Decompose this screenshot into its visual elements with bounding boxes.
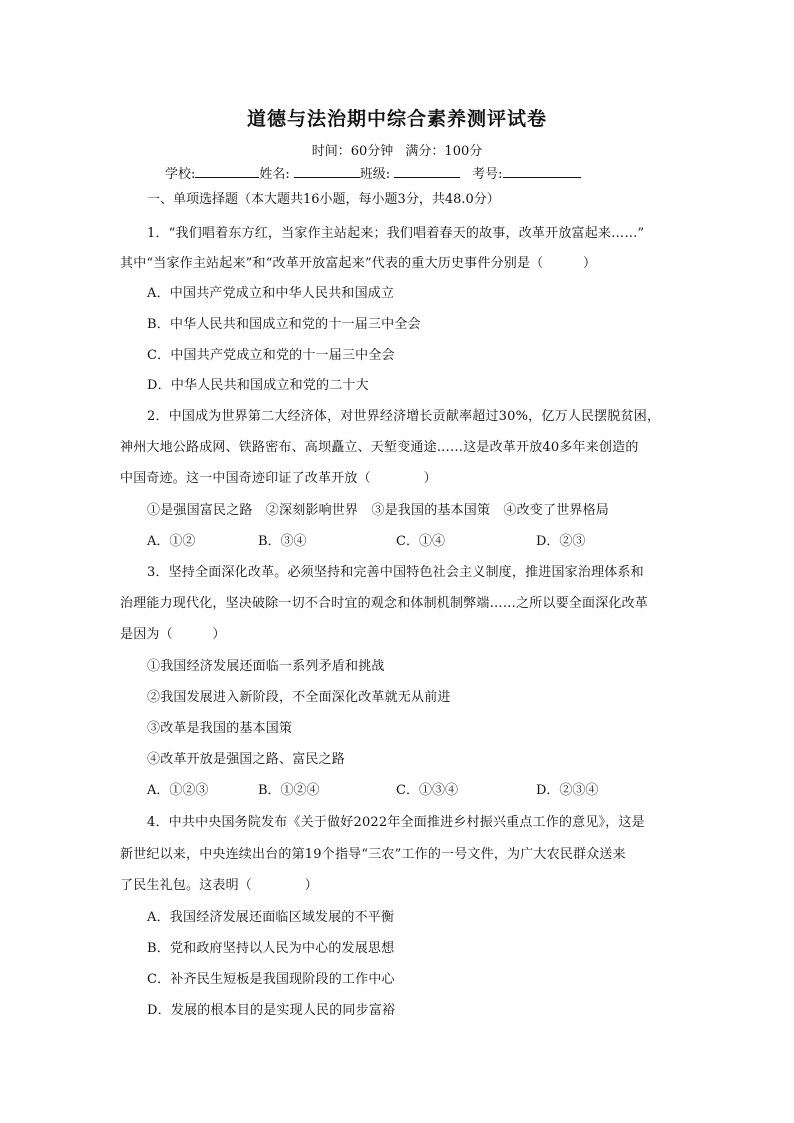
q3-statement-2: ②我国发展进入新阶段，不全面深化改革就无从前进 <box>147 690 451 705</box>
exam-score: 满分：100分 <box>405 144 483 159</box>
q4-option-b: B．党和政府坚持以人民为中心的发展思想 <box>147 941 395 956</box>
q3-statement-4: ④改革开放是强国之路、富民之路 <box>147 752 346 767</box>
q2-option-a: A．①② <box>147 534 196 549</box>
q3-line-1: 3．坚持全面深化改革。必须坚持和完善中国特色社会主义制度，推进国家治理体系和 <box>147 565 644 580</box>
q3-option-d: D．②③④ <box>536 783 599 798</box>
q2-line-3: 中国奇迹。这一中国奇迹印证了改革开放（ ） <box>120 471 437 486</box>
q2-option-c: C．①④ <box>396 534 445 549</box>
exam-no-label: 考号: <box>472 167 503 182</box>
q1-line-2: 其中“当家作主站起来”和“改革开放富起来”代表的重大历史事件分别是（ ） <box>120 256 597 271</box>
q4-line-1: 4．中共中央国务院发布《关于做好2022年全面推进乡村振兴重点工作的意见》，这是 <box>147 815 645 830</box>
q1-option-b: B．中华人民共和国成立和党的十一届三中全会 <box>147 317 421 332</box>
section-heading: 一、单项选择题（本大题共16小题，每小题3分，共48.0分） <box>147 192 500 207</box>
q1-option-c: C．中国共产党成立和党的十一届三中全会 <box>147 348 395 363</box>
school-blank[interactable] <box>195 165 259 178</box>
q3-option-a: A．①②③ <box>147 783 209 798</box>
q4-option-d: D．发展的根本目的是实现人民的同步富裕 <box>147 1003 396 1018</box>
exam-time: 时间：60分钟 <box>311 144 394 159</box>
q2-statements: ①是强国富民之路 ②深刻影响世界 ③是我国的基本国策 ④改变了世界格局 <box>147 503 610 518</box>
q2-option-b: B．③④ <box>258 534 307 549</box>
q2-options-row <box>0 530 794 548</box>
q3-line-3: 是因为（ ） <box>120 627 226 642</box>
class-blank[interactable] <box>394 165 460 178</box>
q3-option-c: C．①③④ <box>396 783 458 798</box>
q3-options-row <box>0 779 794 797</box>
q2-option-d: D．②③ <box>536 534 586 549</box>
q1-option-d: D．中华人民共和国成立和党的二十大 <box>147 378 369 393</box>
q3-option-b: B．①②④ <box>258 783 320 798</box>
q1-line-1: 1．“我们唱着东方红，当家作主站起来；我们唱着春天的故事，改革开放富起来……” <box>147 226 645 241</box>
exam-no-blank[interactable] <box>503 165 581 178</box>
q2-line-1: 2．中国成为世界第二大经济体，对世界经济增长贡献率超过30%，亿万人民摆脱贫困， <box>147 409 661 424</box>
q4-line-3: 了民生礼包。这表明（ ） <box>120 878 319 893</box>
school-label: 学校: <box>165 167 196 182</box>
q2-line-2: 神州大地公路成网、铁路密布、高坝矗立、天堑变通途……这是改革开放40多年来创造的 <box>120 440 639 455</box>
page-title: 道德与法治期中综合素养测评试卷 <box>246 108 547 130</box>
student-info-row <box>165 163 581 182</box>
q3-statement-3: ③改革是我国的基本国策 <box>147 721 293 736</box>
q4-line-2: 新世纪以来，中央连续出台的第19个指导“三农”工作的一号文件，为广大农民群众送来 <box>120 847 626 862</box>
class-label: 班级: <box>359 167 391 182</box>
name-blank[interactable] <box>294 165 360 178</box>
q4-option-a: A．我国经济发展还面临区域发展的不平衡 <box>147 910 395 925</box>
q3-statement-1: ①我国经济发展还面临一系列矛盾和挑战 <box>147 659 385 674</box>
q4-option-c: C．补齐民生短板是我国现阶段的工作中心 <box>147 972 395 987</box>
q3-line-2: 治理能力现代化，坚决破除一切不合时宜的观念和体制机制弊端……之所以要全面深化改革 <box>120 596 649 611</box>
exam-meta <box>0 140 794 159</box>
q1-option-a: A．中国共产党成立和中华人民共和国成立 <box>147 286 395 301</box>
name-label: 姓名: <box>259 167 290 182</box>
